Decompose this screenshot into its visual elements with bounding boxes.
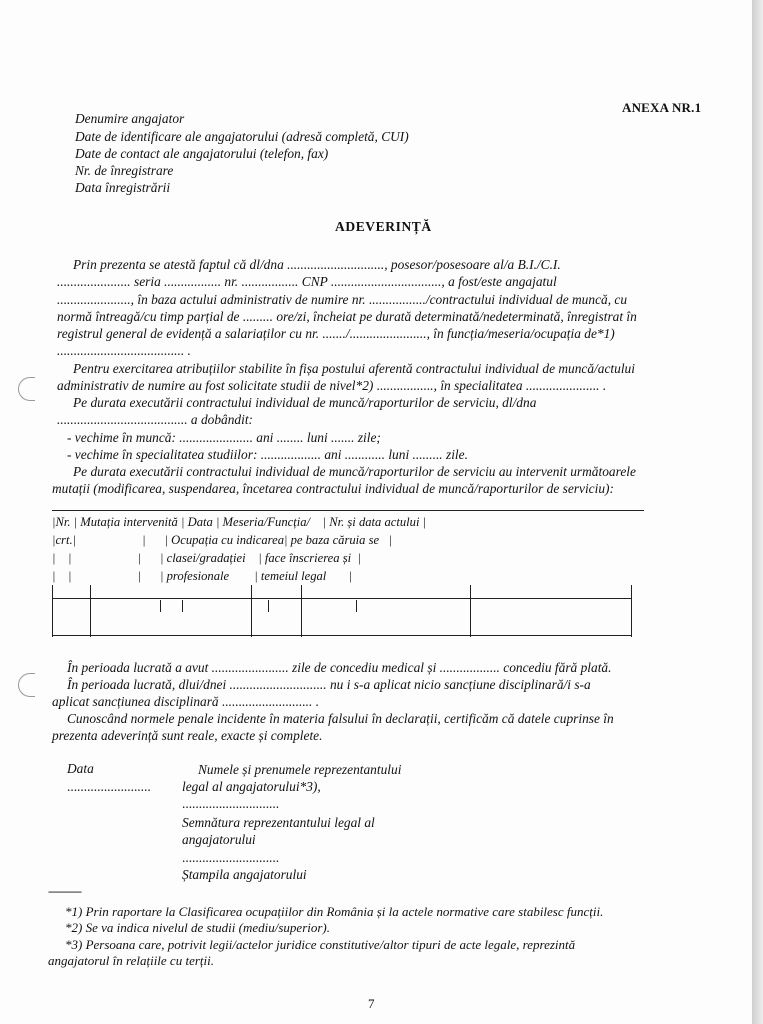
- header-line: Date de identificare ale angajatorului (adresă completă, CUI): [75, 129, 409, 144]
- body-line: registrul general de evidență a salariaților cu nr. ......./......................., în funcția/meseria/ocupația de*1): [57, 326, 615, 341]
- body-line: - vechime în muncă: ...................... ani ........ luni ....... zile;: [67, 430, 381, 445]
- punch-hole-mark: [18, 673, 35, 697]
- table-cell-border: [251, 585, 252, 637]
- page-number: 7: [368, 996, 375, 1011]
- table-cell-border: [301, 585, 302, 637]
- table-header-row: |Nr. | Mutația intervenită | Data | Meseria/Funcția/ | Nr. și data actului |: [52, 515, 427, 529]
- punch-hole-mark: [18, 377, 35, 401]
- body-line: mutații (modificarea, suspendarea, încetarea contractului individual de muncă/raporturilor de serviciu):: [52, 481, 614, 496]
- footnote: *1) Prin raportare la Clasificarea ocupațiilor din România și la actele normative care stabilesc funcții.: [65, 904, 604, 919]
- signature-label: angajatorului: [182, 832, 256, 847]
- signature-label: Semnătura reprezentantului legal al: [182, 815, 375, 830]
- footnote: *2) Se va indica nivelul de studii (mediu/superior).: [65, 920, 331, 935]
- header-line: Date de contact ale angajatorului (telefon, fax): [75, 146, 329, 161]
- body-line: Cunoscând normele penale incidente în materia falsului în declarații, certificăm că datele cuprinse în: [67, 711, 614, 726]
- footnote-separator: -----------: [48, 884, 81, 898]
- body-line: administrativ de numire au fost solicitate studii de nivel*2) ................., în specialitatea ...................... .: [57, 378, 607, 393]
- body-line: prezenta adeverință sunt reale, exacte și complete.: [52, 728, 323, 743]
- body-line: - vechime în specialitatea studiilor: .................. ani ............ luni ......... zile.: [67, 447, 468, 462]
- rep-name-label: legal al angajatorului*3),: [182, 779, 321, 794]
- table-cell-border: [268, 600, 269, 612]
- body-line: Pe durata executării contractului individual de muncă/raporturilor de serviciu, dl/dna: [73, 395, 537, 410]
- body-line: În perioada lucrată a avut ....................... zile de concediu medical și .................. concediu fără plată.: [67, 660, 612, 675]
- body-line: ......................, în baza actului administrativ de numire nr. ................./contractului individual de muncă, cu: [57, 292, 628, 307]
- signature-dots: .............................: [182, 850, 280, 865]
- body-line: normă întreagă/cu timp parțial de ......... ore/zi, încheiat pe durată determinată/nedeterminată, înregistrat în: [57, 309, 637, 324]
- body-line: aplicat sancțiunea disciplinară ........................... .: [52, 694, 320, 709]
- table-cell-border: [470, 585, 471, 637]
- body-line: Prin prezenta se atestă faptul că dl/dna ............................., posesor/posesoare al/a B.I./C.I.: [73, 257, 561, 272]
- page-edge-shadow: [752, 0, 763, 1024]
- document-title: ADEVERINȚĂ: [335, 219, 432, 234]
- table-cell-border: [182, 600, 183, 612]
- header-line: Nr. de înregistrare: [75, 163, 174, 178]
- table-row-rule: [52, 635, 632, 636]
- table-header-row: | | | | profesionale | temeiul legal |: [52, 569, 352, 583]
- body-line: În perioada lucrată, dlui/dnei ............................. nu i s-a aplicat nicio sancțiune disciplinară/i s-a: [67, 677, 591, 692]
- footnote: angajatorul în relațiile cu terții.: [48, 953, 214, 968]
- table-rule: [52, 510, 644, 511]
- rep-name-label: Numele și prenumele reprezentantului: [198, 762, 402, 777]
- body-line: Pe durata executării contractului individual de muncă/raporturilor de serviciu au intervenit următoarele: [73, 464, 636, 479]
- header-line: Data înregistrării: [75, 180, 171, 195]
- body-line: ....................................... a dobândit:: [57, 412, 254, 427]
- table-header-row: |crt.| | | Ocupația cu indicarea| pe baza căruia se |: [52, 533, 393, 547]
- body-line: Pentru exercitarea atribuțiilor stabilite în fișa postului aferentă contractului individual de muncă/actului: [73, 361, 635, 376]
- table-header-row: | | | | clasei/gradației | face înscrierea și |: [52, 551, 361, 565]
- body-line: ...................... seria ................. nr. ................. CNP ................................., a fost/este angajatul: [57, 274, 557, 289]
- stamp-label: Ștampila angajatorului: [182, 867, 307, 882]
- header-line: Denumire angajator: [75, 111, 185, 126]
- table-cell-border: [52, 585, 53, 637]
- footnote: *3) Persoana care, potrivit legii/actelor juridice constitutive/altor tipuri de acte legale, reprezintă: [65, 937, 576, 952]
- table-cell-border: [160, 600, 161, 612]
- table-cell-border: [356, 600, 357, 612]
- rep-name-dots: .............................: [182, 796, 280, 811]
- table-row-rule: [52, 598, 632, 599]
- table-cell-border: [90, 585, 91, 637]
- date-dots: .........................: [67, 779, 151, 794]
- table-cell-border: [631, 585, 632, 637]
- date-label: Data: [67, 761, 94, 776]
- body-line: ...................................... .: [57, 343, 191, 358]
- annex-label: ANEXA NR.1: [622, 100, 702, 115]
